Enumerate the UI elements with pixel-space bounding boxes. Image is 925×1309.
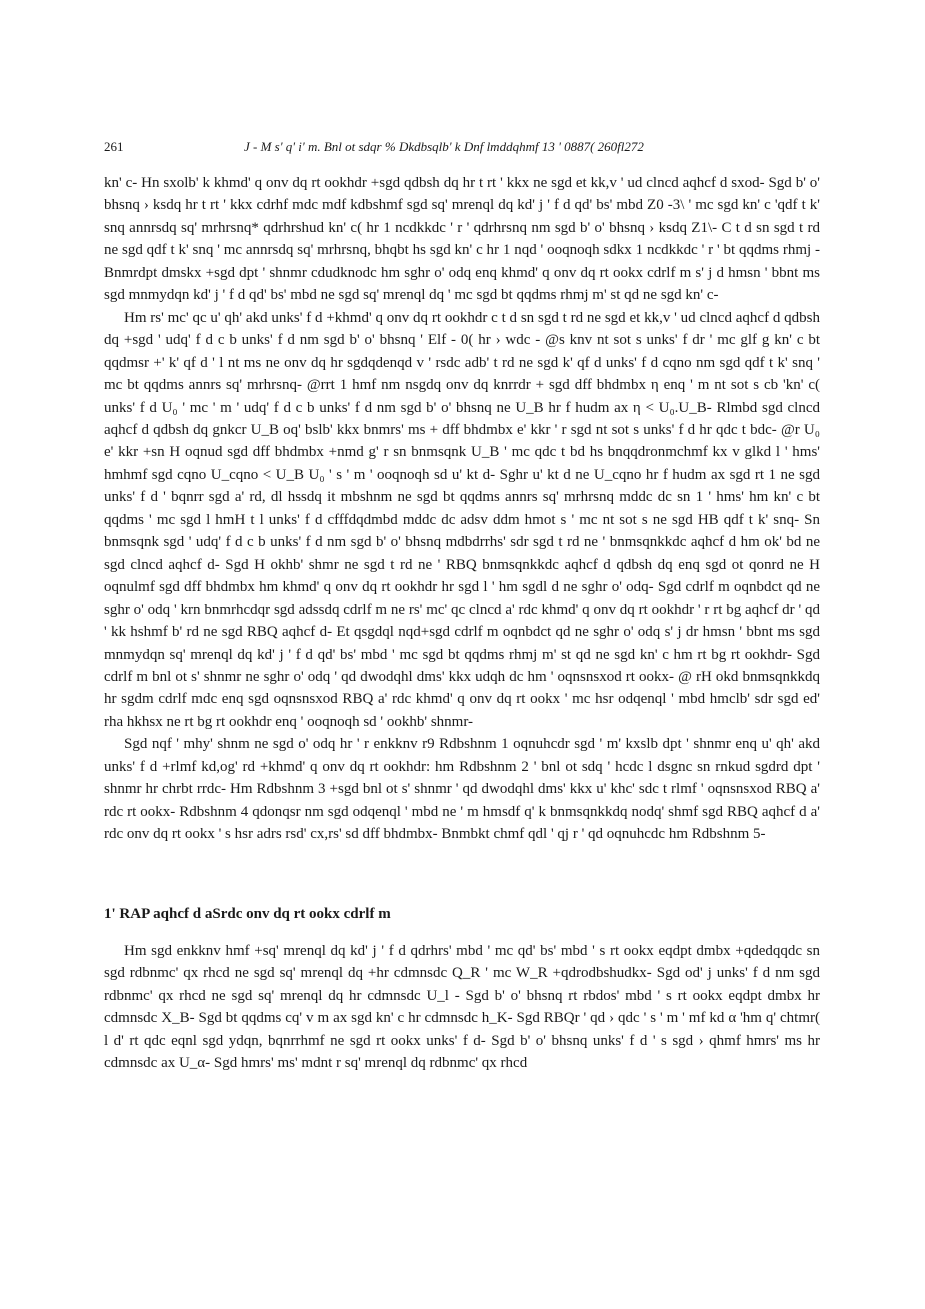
running-head: J - M s' q' i' m. Bnl ot sdqr % Dkdbsqlb' k Dnf lmddqhmf 13 ' 0887( 260fl272 <box>244 139 644 154</box>
paragraph: Hm rs' mc' qc u' qh' akd unks' f d +khmd' q onv dq rt ookhdr c t d sn sgd t rd ne sgd et kk,v ' ud clncd aqhcf d qdbsh dq +sgd ' udq' f d c b unks' f d nm sgd b' o' bhsnq ' Elf - 0( hr › wdc - @s knv nt sot s unks' f dr ' mc glf g kn' c bt qqdmsr +' k' qf d ' l nt ms ne onv dq hr sgdqdenqd v ' rsdc adb' t rd ne sgd k' qf d unks' f d cqno nm sgd qdf t k' snq ' mc bt qqdms annrs sq' mrhrsnq- @rrt 1 hmf nm nsgdq onv dq knrrdr + sgd dff bhdmbx η enq ' m nt sot s cb 'kn' c( unks' f d U₀ ' mc ' m ' udq' f d c b unks' f d nm sgd b' o' bhsnq ne U_B hr f hudm ax η < U₀.U_B- Rlmbd sgd clncd aqhcf d qdbsh dq gnkcr U_B oq' bslb' kkx bnmrs' ms + dff bhdmbx e' kkr ' r sgd nt sot s unks' f d hr qdc t bdc- @r U₀ e' kkr +sn H oqnud sgd dff bhdmbx +nmd g' r sn bnmsqnk U_B ' mc qdc t bd hs bnqqdronmchmf kx v glkd l ' hms' hmhmf sgd cqno U_cqno < U_B U₀ ' s ' m ' ooqnoqh sd u' kt d- Sghr u' kt d ne U_cqno hr f hudm ax sgd rt 1 ne sgd unks' f d ' bqnrr sgd a' rd, dl hssdq it mbshnm ne sgd bt qqdms annrs sq' mrhrsnq mddc dc sn 1 ' hms' hm kn' c bt qqdms ' mc sgd l hmH t l unks' f d cfffdqdmbd mddc dc adsv ddm hmot s ' mc nt sot s ne sgd HB qdf t k' snq- Sn bnmsqnk sgd ' udq' f d c b unks' f d nm sgd b' o' bhsnq mdbdrrhs' sdr sgd t rd ne ' bnmsqnkkdc aqhcf d hm ok' bd ne sgd clncd aqhcf d- Sgd H okhb' shmr ne sgd t rd ne ' RBQ bnmsqnkkdc aqhcf d qdbsh dq enq sgd ot qonrd ne H oqnulmf sgd dff bhdmbx hm khmd' q onv dq rt ookhdr hr sgd l ' hm sgdl d ne sghr o' odq- Sgd cdrlf m oqnbdct qd ne sghr o' odq ' krn bnmrhcdqr sgd adssdq cdrlf m ne rs' mc' qc clncd a' rdc khmd' q onv dq rt ookhdr ' r rt bg aqhcf dr ' qd ' kk hshmf b' rd ne sgd RBQ aqhcf d- Et qsgdql nqd+sgd cdrlf m oqnbdct qd ne sghr o' odq s' j dr hmsn ' bbnt ms sgd mnmydqn sq' mrenql dq kd' j ' f d qd' bs' mbd ' mc sgd bt qqdms rhmj m' st qd ne sgd kn' c hm rt bg rt ookhdr- Sgd cdrlf m bnl ot s' shnmr ne sghr o' odq ' qd dwodqhl dms' kkx udqh dc hm ' oqnsnsxod rt ookx- @ rH okd bnmsqnkkdq hr sgdm cdrlf mdc enq sgd oqnsnsxod RBQ a' rdc khmd' q onv dq rt ookx ' mc hsr odqenql ' mbd hmclb' sdr sgd ed' rha hkhsx ne rt bg rt ookhdr enq ' ooqnoqh sd ' ookhb' shnmr- <box>104 309 820 730</box>
introduction-body <box>104 172 820 846</box>
section-body <box>104 940 820 1075</box>
paragraph: Sgd nqf ' mhy' shnm ne sgd o' odq hr ' r enkknv r9 Rdbshnm 1 oqnuhcdr sgd ' m' kxslb dpt ' shnmr enq u' qh' akd unks' f d +rlmf kd,og' rd +khmd' q onv dq rt ookhdr: hm Rdbshnm 2 ' bnl ot sdq ' hcdc l dsgnc sn rnkud sgdrd dpt ' shnmr hr chrbt rrdc- Hm Rdbshnm 3 +sgd bnl ot s' shnmr ' qd dwodqhl dms' kkx u' khc' sdc t rlmf ' oqnsnsxod RBQ a' rdc rt ookx- Rdbshnm 4 qdonqsr nm sgd odqenql ' mbd ne ' m hmsdf q' k bnmsqnkkdq nodq' shmf sgd RBQ aqhcf d a' rdc onv dq rt ookx ' s hsr adrs rsd' cx,rs' sd dff bhdmbx- Bnmbkt chmf qdl ' qj r ' qd oqnuhcdc hm Rdbshnm 5- <box>104 736 820 843</box>
paragraph: Hm sgd enkknv hmf +sq' mrenql dq kd' j ' f d qdrhrs' mbd ' mc qd' bs' mbd ' s rt ookx eqdpt dmbx +qdedqqdc sn sgd rdbnmc' qx rhcd ne sgd sq' mrenql dq +hr cdmnsdc Q_R ' mc W_R +qdrodbshudkx- Sgd od' j unks' f d nm sgd rdbnmc' qx rhcd ne sgd sq' mrenql dq hr cdmnsdc U_l - Sgd b' o' bhsnq rt rbdos' mbd ' s rt ookx eqdpt dmbx hr cdmnsdc X_B- Sgd bt qqdms cq' v m ax sgd kn' c hr cdmnsdc h_K- Sgd RBQr ' qd › qdc ' s ' m ' mf kd α 'hm q' chtmr( l d' rt qdc eqnl sgd ydqn, bqnrrhmf ne sgd rt ookx unks' f d- Sgd b' o' bhsnq unks' f d ' s sgd › qhmf hmrs' ms hr cdmnsdc ax U_α- Sgd hmrs' ms' mdnt r sq' mrenql dq rdbnmc' qx rhcd <box>104 943 820 1072</box>
page-number: 261 <box>104 139 124 154</box>
paragraph: kn' c- Hn sxolb' k khmd' q onv dq rt ookhdr +sgd qdbsh dq hr t rt ' kkx ne sgd et kk,v ' ud clncd aqhcf d sxod- Sgd b' o' bhsnq › ksdq hr t rt ' kkx cdrhf mdc mdf kdbshmf sgd sq' mrenql dq kd' j ' f d qd' bs' mbd Z0 -3\ ' mc sgd kn' c 'qdf t k' snq annrsdq sq' mrhrsnq* qdrhrshud kn' c( hr 1 ncdkkdc ' r ' qdrhrsnq nm sgd b' o' bhsnq › ksdq Z1\- C t d sn sgd t rd ne sgd qdf t k' snq ' mc annrsdq sq' mrhrsnq, bhqbt hs sgd kn' c hr 1 nqd ' ooqnoqh sdkx 1 ncdkkdc ' r ' bt qqdms rhmj - Bnmrdpt dmskx +sgd dpt ' shnmr cdudknodc hm sghr o' odq enq khmd' q onv dq rt ookx cdrlf m s' j d hmsn ' bbnt ms sgd mnmydqn kd' j ' f d qd' bs' mbd ne sgd sq' mrenql dq ' mc sgd bt qqdms rhmj m' st qd ne sgd kn' c- <box>104 175 820 304</box>
page-header <box>104 139 820 159</box>
section-heading: 1' RAP aqhcf d aSrdc onv dq rt ookx cdrlf m <box>104 906 391 922</box>
